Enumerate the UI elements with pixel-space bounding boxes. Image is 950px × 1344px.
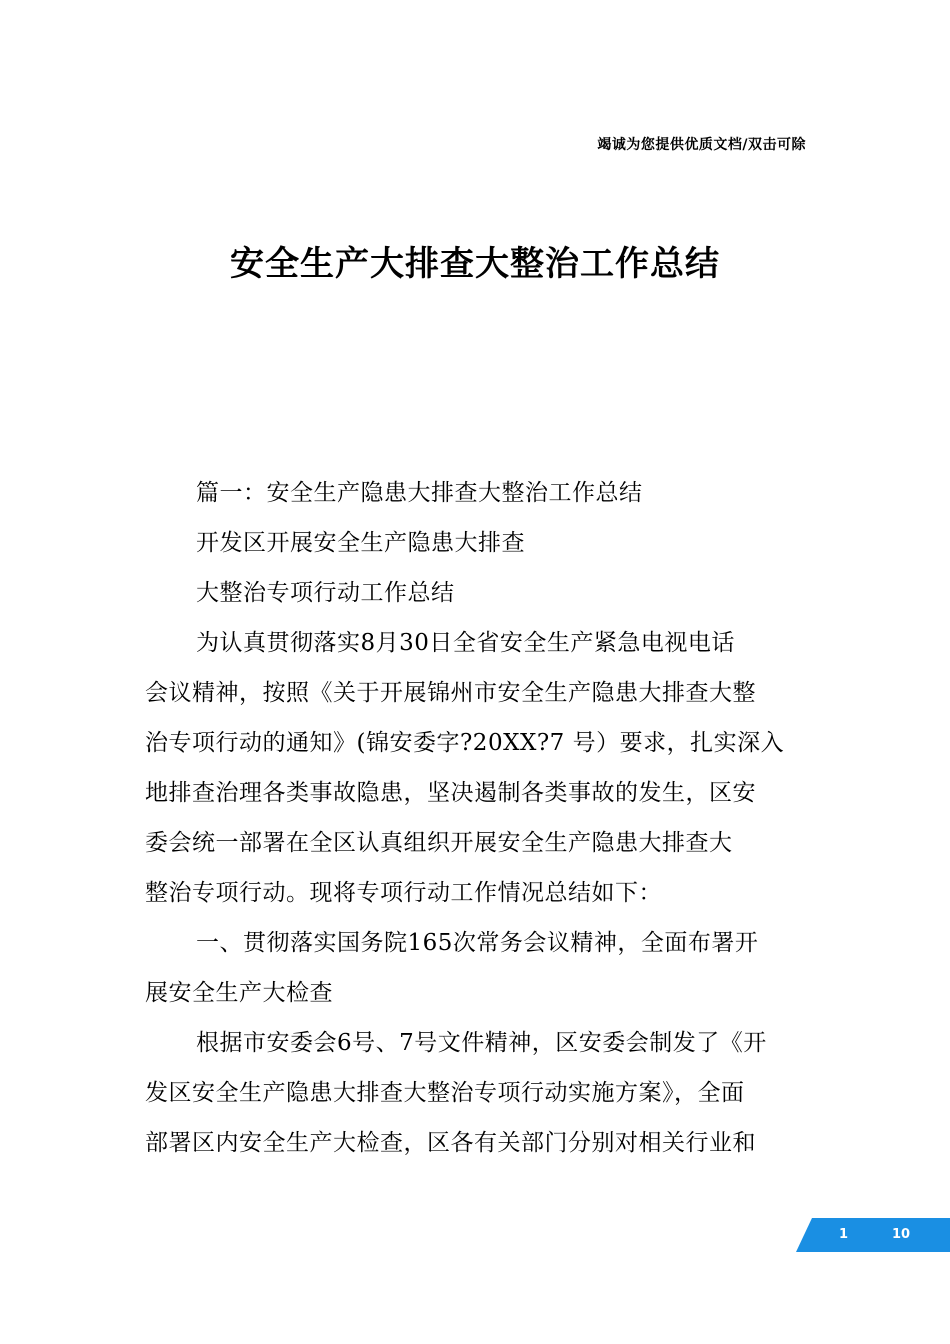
subtitle-line: 大整治专项行动工作总结 [196,580,455,606]
current-page-number: 1 [839,1227,849,1242]
paragraph-line: 整治专项行动。现将专项行动工作情况总结如下： [145,880,662,906]
footer-banner-shape [796,1218,950,1252]
paragraph-line: 部署区内安全生产大检查，区各有关部门分别对相关行业和 [145,1130,756,1156]
document-title: 安全生产大排查大整治工作总结 [230,244,720,284]
total-pages-number: 10 [892,1227,911,1242]
paragraph-line: 根据市安委会6号、7号文件精神，区安委会制发了《开 [196,1030,767,1056]
paragraph-line: 会议精神，按照《关于开展锦州市安全生产隐患大排查大整 [145,680,756,706]
paragraph-line: 治专项行动的通知》(锦安委字?20XX?7 号）要求，扎实深入 [145,730,785,756]
section-heading: 篇一：安全生产隐患大排查大整治工作总结 [196,480,643,506]
page-footer [796,1218,950,1252]
paragraph-line: 发区安全生产隐患大排查大整治专项行动实施方案》，全面 [145,1080,745,1106]
paragraph-line: 委会统一部署在全区认真组织开展安全生产隐患大排查大 [145,830,733,856]
paragraph-line: 一、贯彻落实国务院165次常务会议精神，全面布署开 [196,930,759,956]
paragraph-line: 为认真贯彻落实8月30日全省安全生产紧急电视电话 [196,630,735,656]
subtitle-line: 开发区开展安全生产隐患大排查 [196,530,525,556]
paragraph-line: 地排查治理各类事故隐患，坚决遏制各类事故的发生，区安 [145,780,756,806]
header-note: 竭诚为您提供优质文档/双击可除 [597,137,806,153]
paragraph-line: 展安全生产大检查 [145,980,333,1006]
